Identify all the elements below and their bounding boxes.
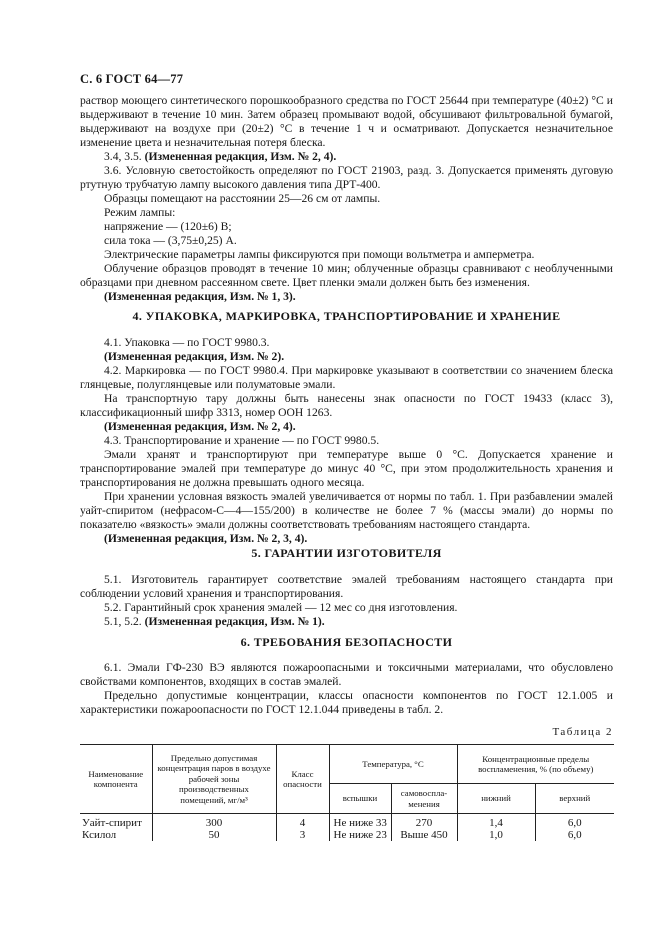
paragraph: 5.1. Изготовитель гарантирует соответствие эмалей требованиям настоящего стандарта при соблюдении условий хранения и транспортирования. <box>80 573 613 600</box>
paragraph: При хранении условная вязкость эмалей увеличивается от нормы по табл. 1. При разбавлении эмалей уайт-спиритом (нефрасом-С—4—155/200) в количестве не более 7 % (массы эмали) до нормы по показателю «вязкость» эмали должны соответствовать требованиям настоящего стандарта. <box>80 490 613 531</box>
paragraph: Режим лампы: <box>104 206 176 219</box>
paragraph: 5.1, 5.2. (Измененная редакция, Изм. № 1). <box>104 615 325 628</box>
column-header-flash: вспышки <box>329 784 391 814</box>
paragraph: 4.1. Упаковка — по ГОСТ 9980.3. <box>104 336 270 349</box>
cell-flash: Не ниже 33 <box>329 814 391 830</box>
cell-self-ignition: 270 <box>391 814 457 830</box>
page-header: С. 6 ГОСТ 64—77 <box>80 72 184 86</box>
paragraph: На транспортную тару должны быть нанесены знак опасности по ГОСТ 19433 (класс 3), классификационный шифр 3313, номер ООН 1263. <box>80 392 613 419</box>
column-header-concentration: Концентрационные пределы воспламенения, % (по объему) <box>457 745 614 784</box>
cell-name: Уайт-спирит <box>82 817 142 829</box>
paragraph: Предельно допустимые концентрации, классы опасности компонентов по ГОСТ 12.1.005 и характеристики пожароопасности по ГОСТ 12.1.044 приведены в табл. 2. <box>80 689 613 716</box>
column-header-temperature: Температура, °С <box>329 745 457 784</box>
paragraph: 4.3. Транспортирование и хранение — по ГОСТ 9980.5. <box>104 434 380 447</box>
cell-class: 4 <box>276 814 329 830</box>
table-2-caption: Таблица 2 <box>552 726 613 738</box>
column-header-lower: нижний <box>457 784 535 814</box>
section-4-title: 4. УПАКОВКА, МАРКИРОВКА, ТРАНСПОРТИРОВАНИЕ И ХРАНЕНИЕ <box>132 309 561 323</box>
cell-class: 3 <box>276 829 329 841</box>
column-header-self-ignition: самовоспла- менения <box>391 784 457 814</box>
cell-flash: Не ниже 23 <box>329 829 391 841</box>
column-header-pdk: Предельно допустимая концентрация паров в воздухе рабочей зоны производственных помещений, мг/м³ <box>152 745 276 814</box>
column-header-upper: верхний <box>535 784 614 814</box>
cell-lower: 1,4 <box>457 814 535 830</box>
cell-self-ignition: Выше 450 <box>391 829 457 841</box>
text-block-2 <box>80 336 613 546</box>
cell-upper: 6,0 <box>535 814 614 830</box>
paragraph: 3.4, 3.5. (Измененная редакция, Изм. № 2, 4). <box>104 150 337 163</box>
cell-lower: 1,0 <box>457 829 535 841</box>
paragraph: раствор моющего синтетического порошкообразного средства по ГОСТ 25644 при температуре (40±2) °С и выдерживают в течение 10 мин. Затем образец промывают водой, обсушивают фильтровальной бумагой, выдерживают на воздухе при (20±2) °С в течение 1 ч и осматривают. Допускается незначительное изменение цвета и незначительная потеря блеска. <box>80 94 613 149</box>
cell-name: Ксилол <box>82 829 117 841</box>
text-block-1 <box>80 94 613 304</box>
paragraph: напряжение — (120±6) В; <box>104 220 232 233</box>
column-header-class: Класс опасности <box>276 745 329 814</box>
paragraph: Облучение образцов проводят в течение 10 мин; облученные образцы сравнивают с необлученными образцами при дневном рассеянном свете. Цвет пленки эмали должен быть без изменения. <box>80 262 613 289</box>
column-header-name: Наименование компонента <box>80 745 152 814</box>
paragraph: (Измененная редакция, Изм. № 2). <box>104 350 285 363</box>
cell-pdk: 300 <box>152 814 276 830</box>
text-block-4 <box>80 661 613 717</box>
paragraph: (Измененная редакция, Изм. № 1, 3). <box>104 290 296 303</box>
paragraph: сила тока — (3,75±0,25) А. <box>104 234 237 247</box>
paragraph: 3.6. Условную светостойкость определяют по ГОСТ 21903, разд. 3. Допускается применять дуговую ртутную трубчатую лампу высокого давления типа ДРТ-400. <box>80 164 613 191</box>
paragraph: (Измененная редакция, Изм. № 2, 4). <box>104 420 296 433</box>
table-row <box>80 829 614 841</box>
table-2 <box>80 744 614 841</box>
paragraph: 6.1. Эмали ГФ-230 ВЭ являются пожароопасными и токсичными материалами, что обусловлено свойствами компонентов, входящих в состав эмалей. <box>80 661 613 688</box>
cell-upper: 6,0 <box>535 829 614 841</box>
paragraph: Электрические параметры лампы фиксируются при помощи вольтметра и амперметра. <box>104 248 535 261</box>
paragraph: Эмали хранят и транспортируют при температуре выше 0 °С. Допускается хранение и транспортирование эмалей при температуре до минус 40 °С, при этом продолжительность хранения и транспортирования не должна превышать одного месяца. <box>80 448 613 489</box>
paragraph: 4.2. Маркировка — по ГОСТ 9980.4. При маркировке указывают в соответствии со значением блеска глянцевые, полуглянцевые или полуматовые эмали. <box>80 364 613 391</box>
section-5-title: 5. ГАРАНТИИ ИЗГОТОВИТЕЛЯ <box>251 546 442 560</box>
paragraph: Образцы помещают на расстоянии 25—26 см от лампы. <box>104 192 381 205</box>
section-6-title: 6. ТРЕБОВАНИЯ БЕЗОПАСНОСТИ <box>240 635 453 649</box>
paragraph: 5.2. Гарантийный срок хранения эмалей — 12 мес со дня изготовления. <box>104 601 458 614</box>
cell-pdk: 50 <box>152 829 276 841</box>
table-row <box>80 814 614 830</box>
paragraph: (Измененная редакция, Изм. № 2, 3, 4). <box>104 532 308 545</box>
text-block-3 <box>80 573 613 629</box>
